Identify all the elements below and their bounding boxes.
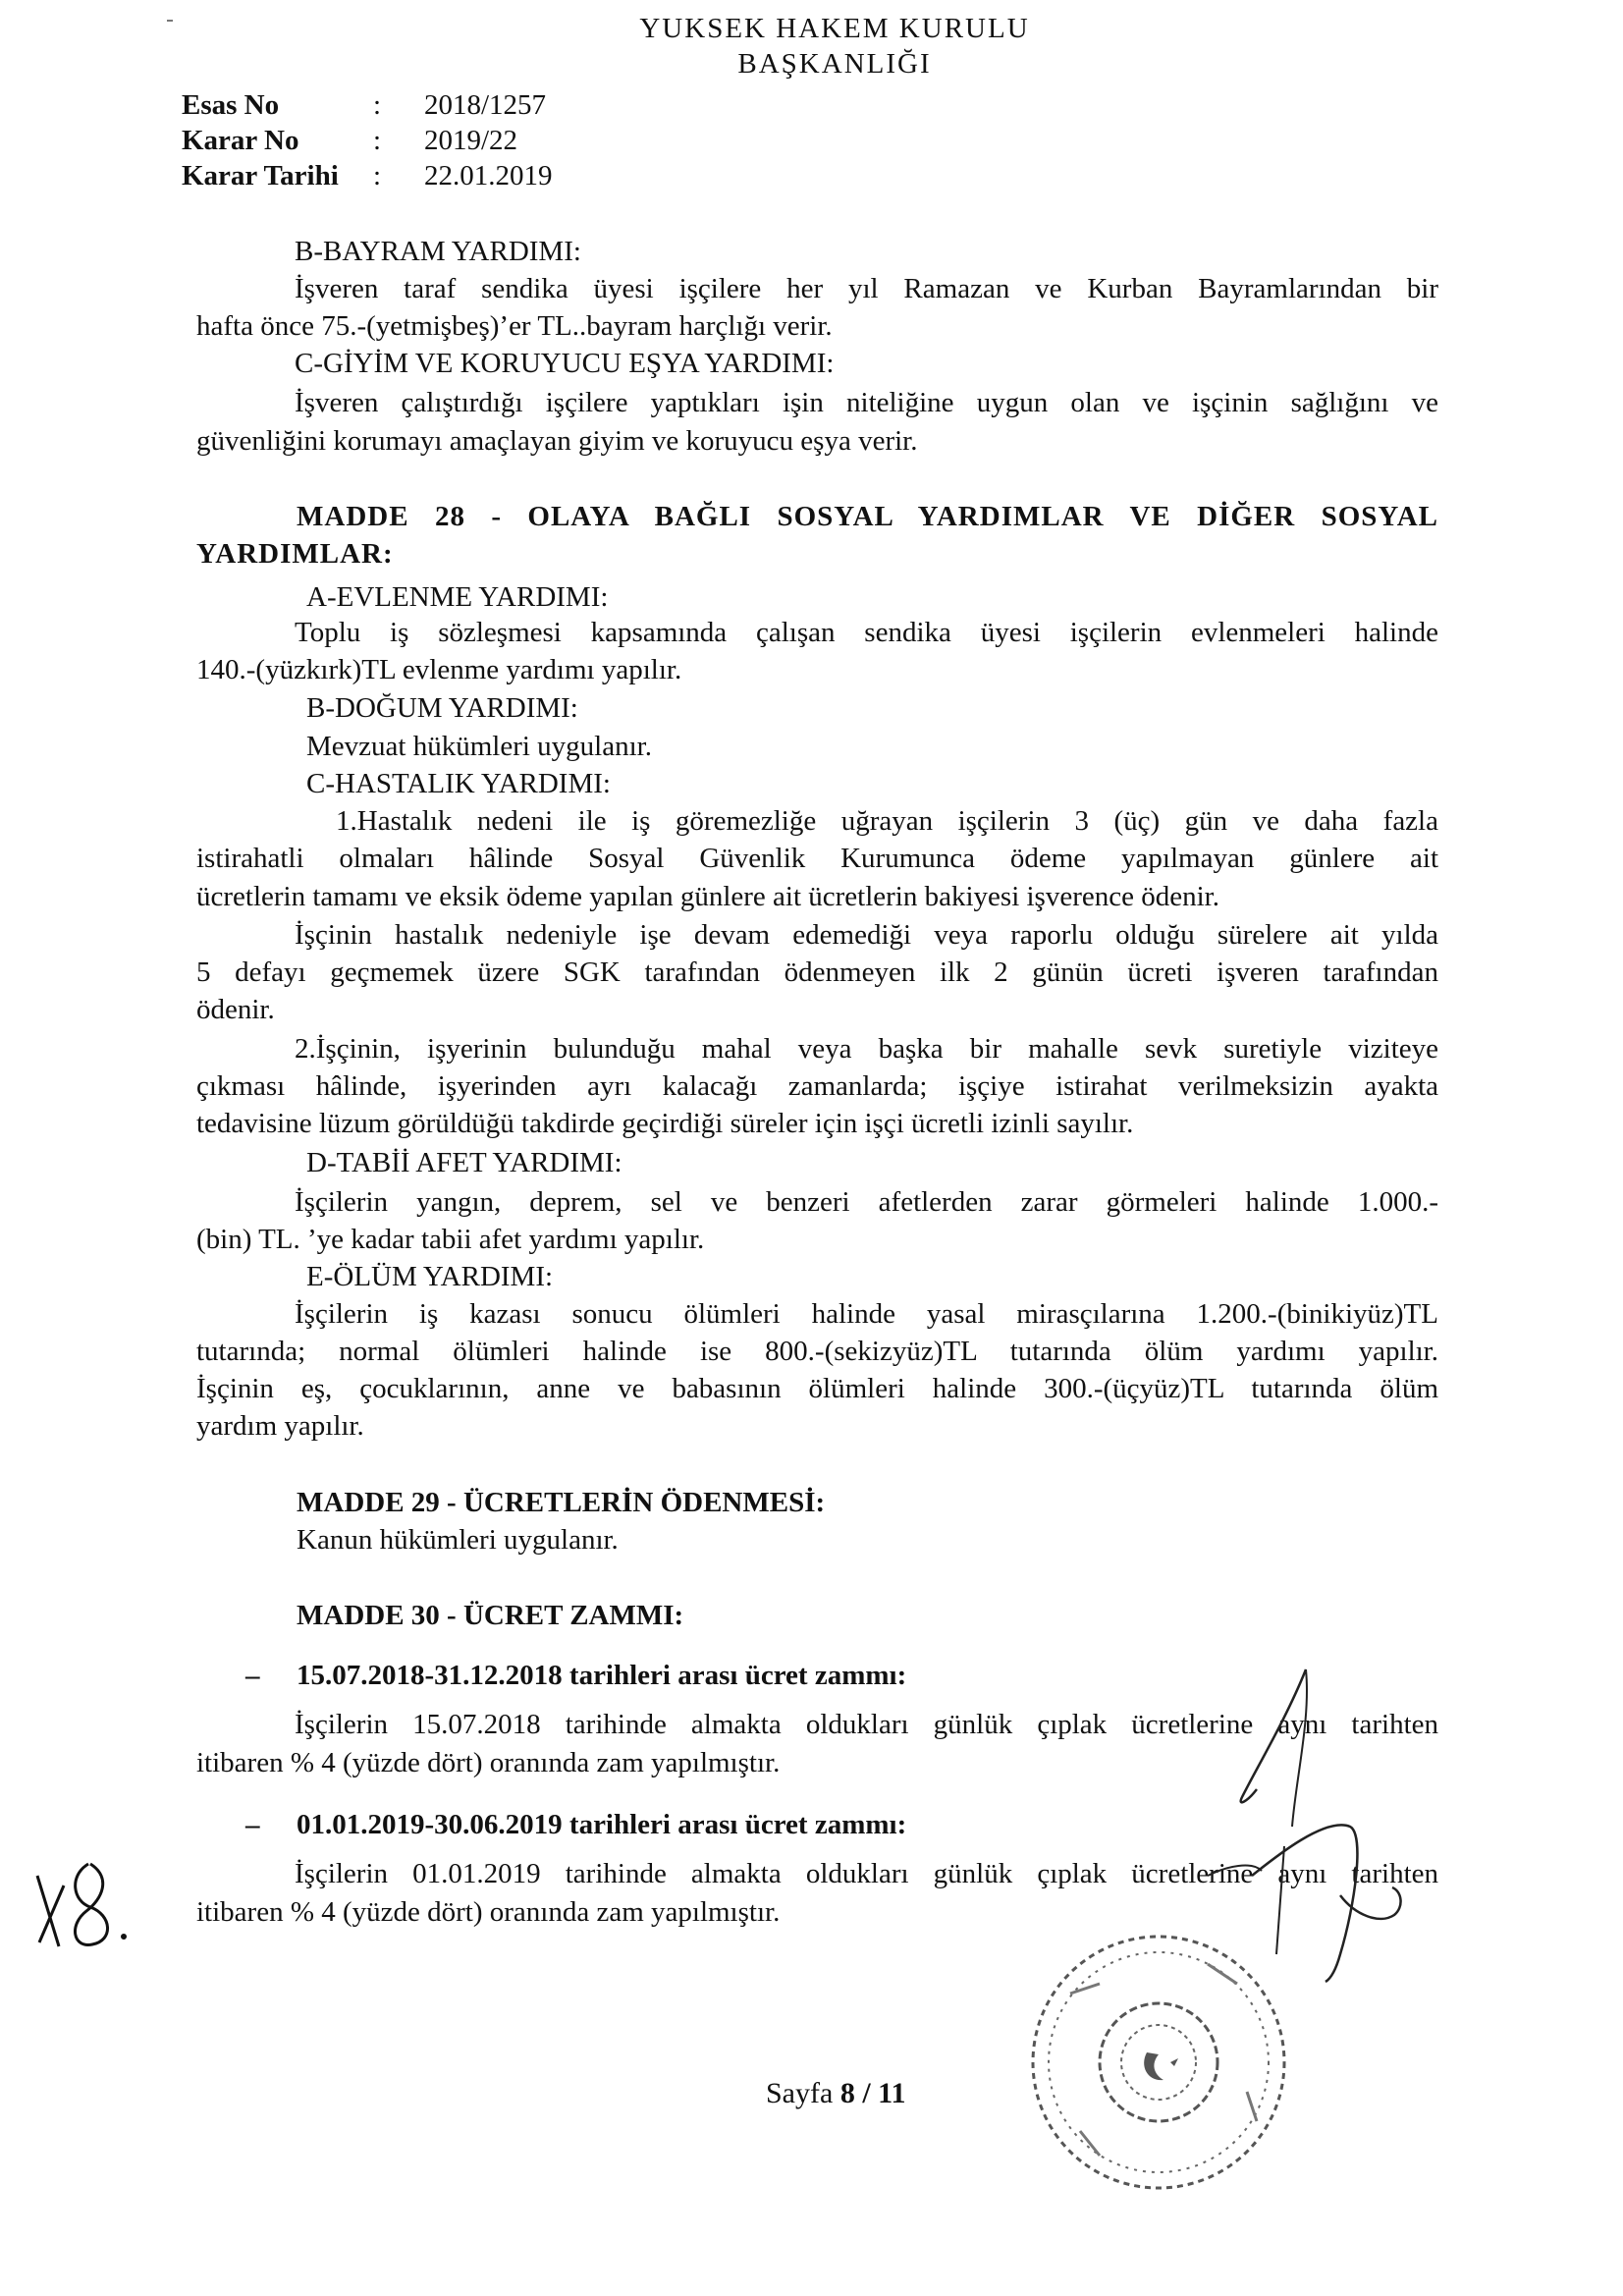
header-line-2: BAŞKANLIĞI	[737, 48, 932, 80]
page-number: 8 / 11	[839, 2077, 906, 2109]
meta-row-karar	[182, 123, 553, 158]
meta-row-esas	[182, 87, 553, 123]
meta-colon: :	[373, 125, 382, 156]
section-title-dogum: B-DOĞUM YARDIMI:	[306, 692, 578, 724]
section-title-hastalik: C-HASTALIK YARDIMI:	[306, 768, 611, 799]
case-meta	[182, 87, 553, 193]
paragraph-line: İşçinin eş, çocuklarının, anne ve babasının ölümleri halinde 300.-(üçyüz)TL tutarında ölüm	[196, 1373, 1438, 1404]
meta-row-tarih	[182, 158, 553, 193]
meta-colon: :	[373, 89, 382, 121]
paragraph-line: çıkması hâlinde, işyerinden ayrı kalacağı zamanlarda; işçiye istirahat verilmeksizin ayakta	[196, 1070, 1438, 1102]
paragraph-line: istirahatli olmaları hâlinde Sosyal Güvenlik Kurumunca ödeme yapılmayan günlere ait	[196, 843, 1438, 874]
paragraph-line: ücretlerin tamamı ve eksik ödeme yapılan günlere ait ücretlerin bakiyesi işverence ödenir.	[196, 881, 1219, 912]
handwritten-initials	[29, 1856, 137, 1954]
paragraph-line: 1.Hastalık nedeni ile iş göremezliğe uğrayan işçilerin 3 (üç) gün ve daha fazla	[336, 805, 1438, 837]
paragraph-line: itibaren % 4 (yüzde dört) oranında zam yapılmıştır.	[196, 1896, 781, 1928]
header-line-1: YUKSEK HAKEM KURULU	[639, 13, 1030, 44]
section-title-evlenme: A-EVLENME YARDIMI:	[306, 581, 609, 613]
paragraph-line: 140.-(yüzkırk)TL evlenme yardımı yapılır.	[196, 654, 682, 685]
article-heading-29: MADDE 29 - ÜCRETLERİN ÖDENMESİ:	[297, 1487, 826, 1518]
meta-value: 2019/22	[424, 125, 518, 156]
meta-value: 22.01.2019	[424, 160, 553, 191]
meta-key: Karar No	[182, 125, 299, 156]
list-dash: –	[245, 1660, 260, 1691]
section-title-giyim: C-GİYİM VE KORUYUCU EŞYA YARDIMI:	[295, 348, 835, 379]
paragraph-line: İşçinin hastalık nedeniyle işe devam edemediği veya raporlu olduğu sürelere ait yılda	[295, 919, 1438, 951]
paragraph-line: tedavisine lüzum görüldüğü takdirde geçirdiği süreler için işçi ücretli izinli sayılır.	[196, 1108, 1134, 1139]
raise-period-title-2: 01.01.2019-30.06.2019 tarihleri arası ücret zammı:	[297, 1809, 907, 1840]
paragraph-line: Toplu iş sözleşmesi kapsamında çalışan sendika üyesi işçilerin evlenmeleri halinde	[295, 617, 1438, 648]
paragraph-line: İşveren çalıştırdığı işçilere yaptıkları işin niteliğine uygun olan ve işçinin sağlığını ve	[295, 387, 1438, 418]
paragraph-line: tutarında; normal ölümleri halinde ise 800.-(sekizyüz)TL tutarında ölüm yardımı yapılır.	[196, 1336, 1438, 1367]
paragraph-line: İşçilerin 01.01.2019 tarihinde almakta oldukları günlük çıplak ücretlerine aynı tarihten	[295, 1858, 1438, 1889]
official-seal	[1011, 1925, 1306, 2210]
paragraph-line: İşçilerin yangın, deprem, sel ve benzeri afetlerden zarar görmeleri halinde 1.000.-	[295, 1186, 1438, 1218]
paragraph-line: güvenliğini korumayı amaçlayan giyim ve koruyucu eşya verir.	[196, 425, 918, 457]
section-title-afet: D-TABİİ AFET YARDIMI:	[306, 1147, 622, 1178]
paragraph-line: 5 defayı geçmemek üzere SGK tarafından ödenmeyen ilk 2 günün ücreti işveren tarafından	[196, 957, 1438, 988]
paragraph-line: İşçilerin iş kazası sonucu ölümleri halinde yasal mirasçılarına 1.200.-(binikiyüz)TL	[295, 1298, 1438, 1330]
paragraph-line: itibaren % 4 (yüzde dört) oranında zam yapılmıştır.	[196, 1747, 781, 1778]
meta-colon: :	[373, 160, 382, 191]
section-title-olum: E-ÖLÜM YARDIMI:	[306, 1261, 554, 1292]
paragraph-line: yardım yapılır.	[196, 1410, 364, 1442]
raise-period-title-1: 15.07.2018-31.12.2018 tarihleri arası ücret zammı:	[297, 1660, 907, 1691]
article-heading-28-cont: YARDIMLAR:	[196, 538, 394, 570]
meta-value: 2018/1257	[424, 89, 547, 121]
paragraph-line: (bin) TL. ’ye kadar tabii afet yardımı yapılır.	[196, 1224, 705, 1255]
meta-key: Karar Tarihi	[182, 160, 339, 191]
article-heading-30: MADDE 30 - ÜCRET ZAMMI:	[297, 1600, 684, 1631]
list-dash: –	[245, 1809, 260, 1840]
scan-speck	[167, 20, 173, 22]
section-title-bayram: B-BAYRAM YARDIMI:	[295, 236, 581, 267]
paragraph-line: Kanun hükümleri uygulanır.	[297, 1524, 619, 1556]
paragraph-line: hafta önce 75.-(yetmişbeş)’er TL..bayram harçlığı verir.	[196, 310, 833, 342]
paragraph-line: İşveren taraf sendika üyesi işçilere her yıl Ramazan ve Kurban Bayramlarından bir	[295, 273, 1438, 304]
article-heading-28: MADDE 28 - OLAYA BAĞLI SOSYAL YARDIMLAR VE DİĞER SOSYAL	[297, 501, 1438, 532]
paragraph-line: İşçilerin 15.07.2018 tarihinde almakta oldukları günlük çıplak ücretlerine aynı tarihten	[295, 1709, 1438, 1740]
paragraph-line: Mevzuat hükümleri uygulanır.	[306, 731, 652, 762]
paragraph-line: 2.İşçinin, işyerinin bulunduğu mahal veya başka bir mahalle sevk suretiyle viziteye	[295, 1033, 1438, 1065]
meta-key: Esas No	[182, 89, 280, 121]
footer-prefix: Sayfa	[766, 2077, 840, 2109]
page-footer	[766, 2077, 906, 2110]
paragraph-line: ödenir.	[196, 994, 275, 1025]
